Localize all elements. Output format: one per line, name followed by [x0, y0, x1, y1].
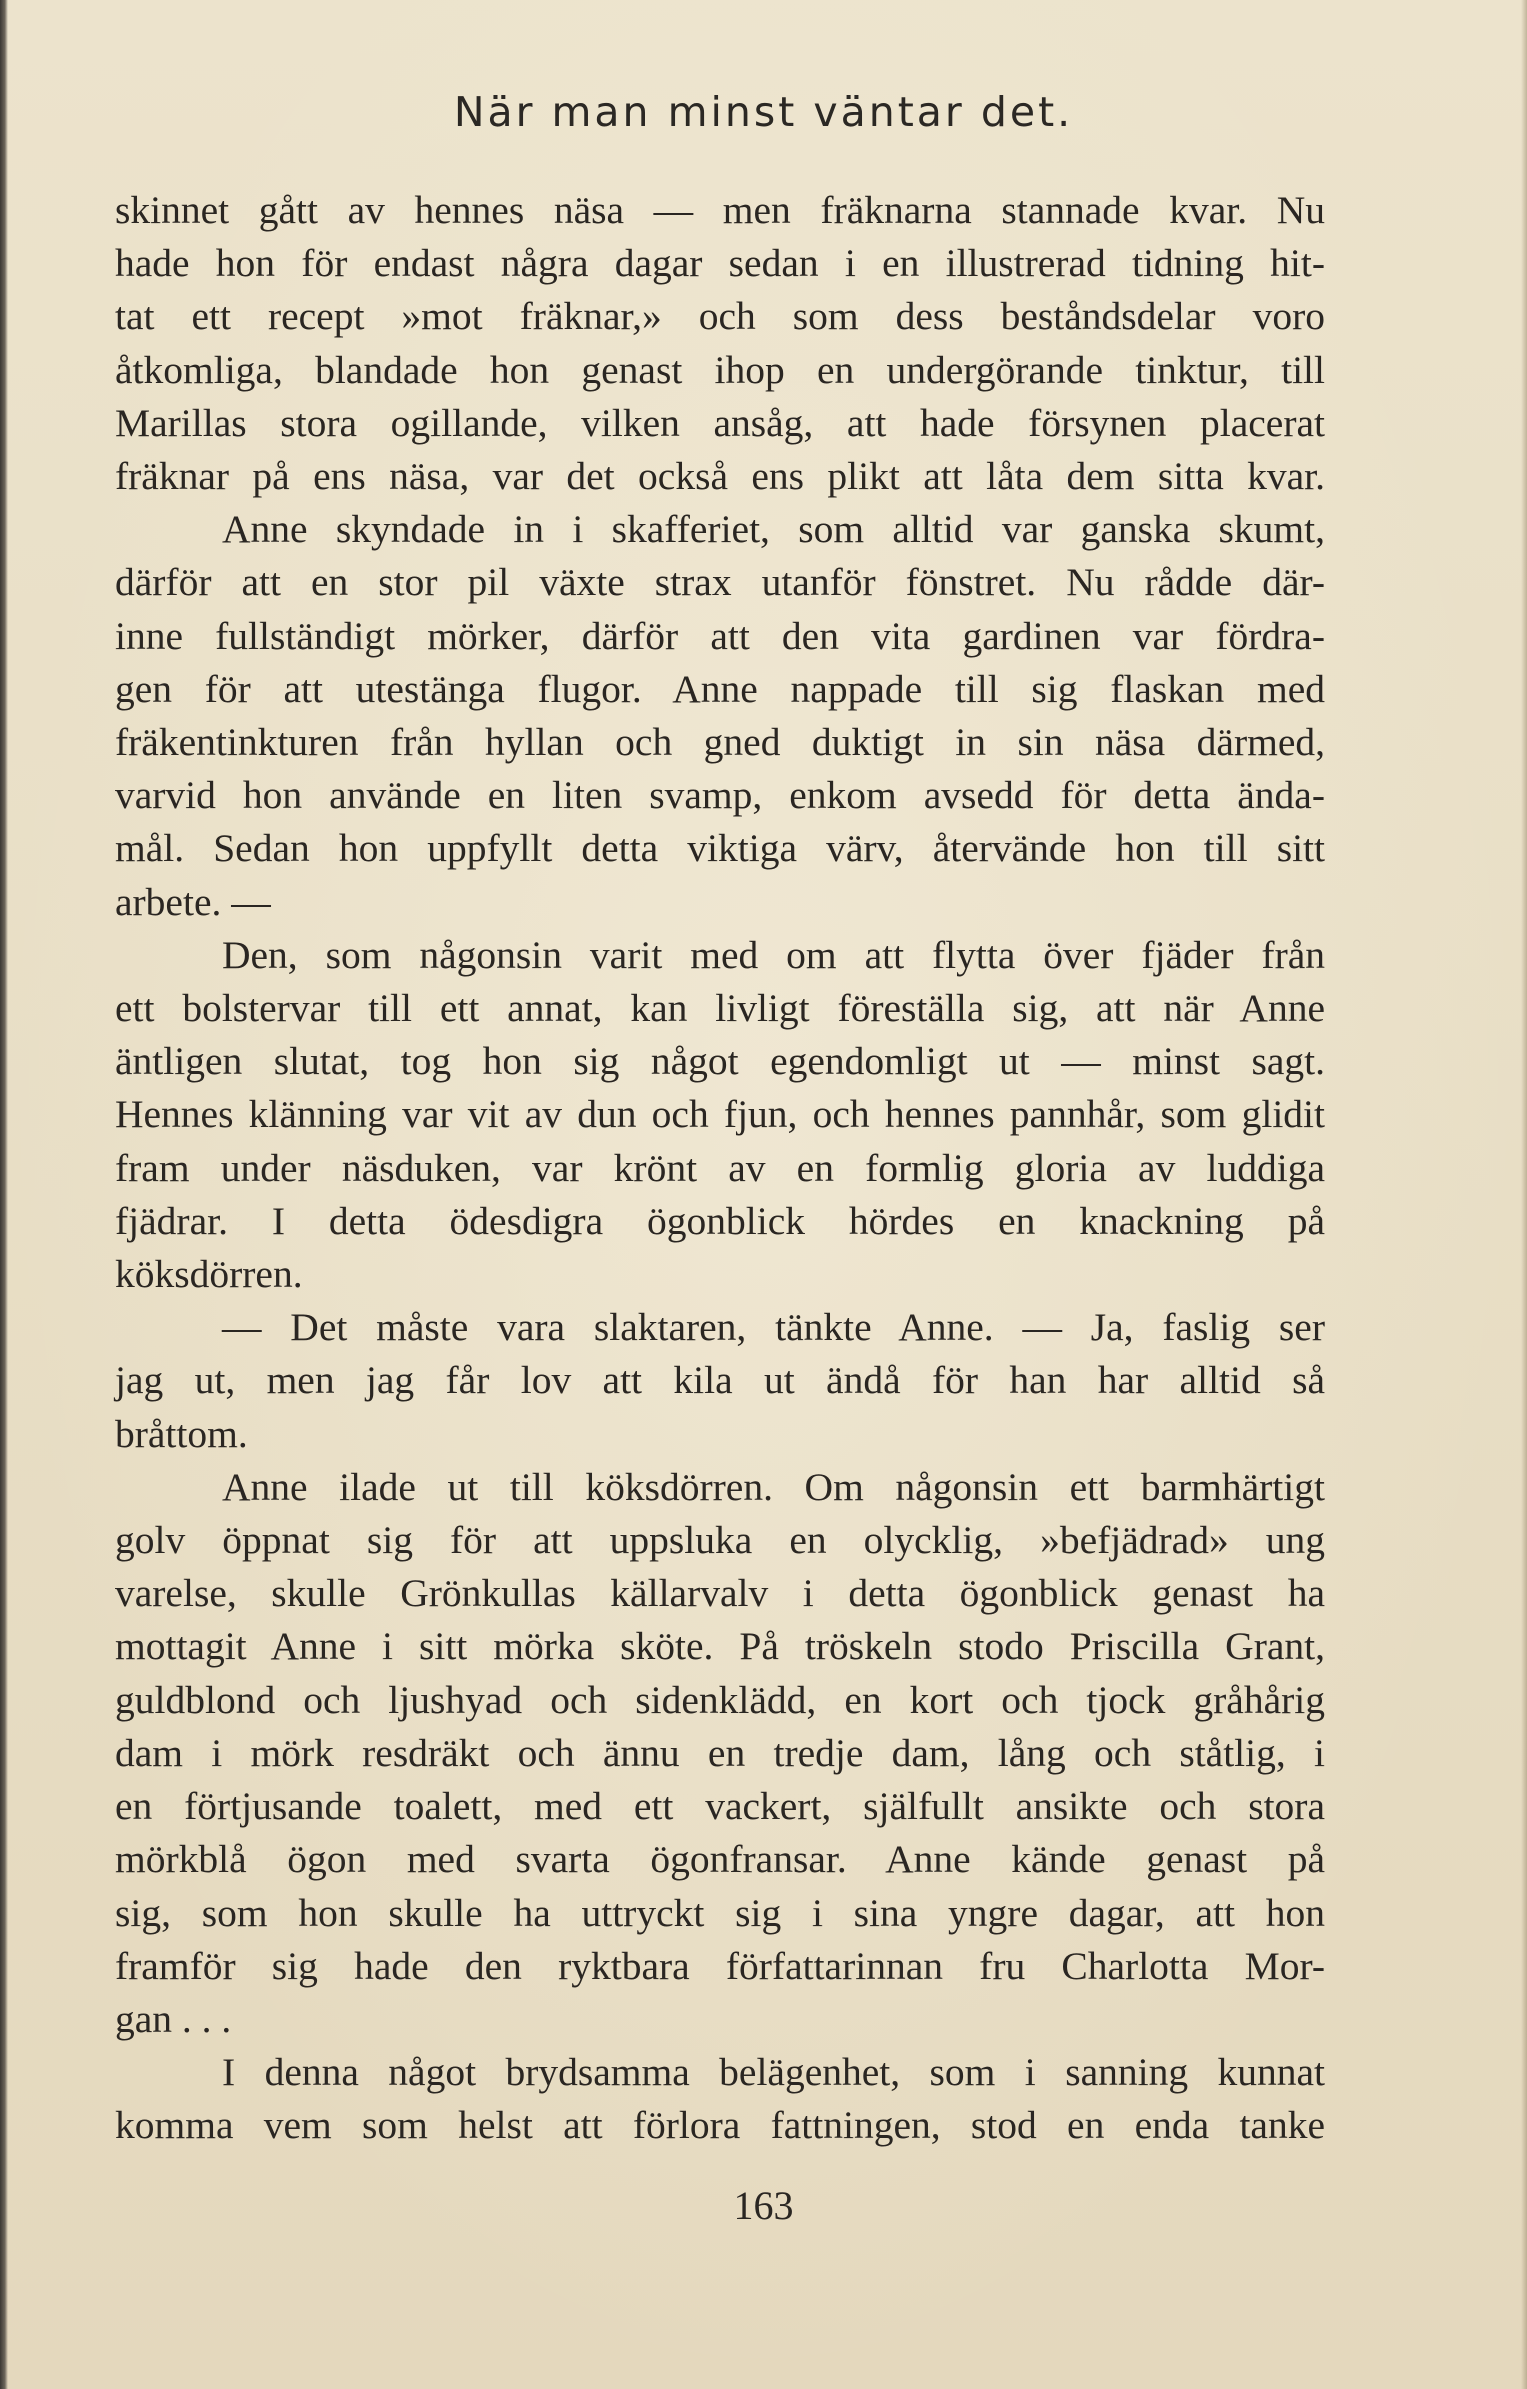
text-line: komma vem som helst att förlora fattningen, stod en enda tanke [115, 2103, 1325, 2148]
text-line: äntligen slutat, tog hon sig något egendomligt ut — minst sagt. [115, 1039, 1325, 1084]
text-line: bråttom. [115, 1411, 248, 1456]
text-line: hade hon för endast några dagar sedan i en illustrerad tidning hit- [115, 241, 1325, 286]
page-edge-shadow [1521, 0, 1527, 2389]
text-line: Hennes klänning var vit av dun och fjun, och hennes pannhår, som glidit [115, 1092, 1325, 1137]
page-binding-shadow [0, 0, 8, 2389]
text-line: därför att en stor pil växte strax utanför fönstret. Nu rådde där- [115, 560, 1325, 605]
text-line: mottagit Anne i sitt mörka sköte. På tröskeln stodo Priscilla Grant, [115, 1624, 1325, 1669]
text-line: Den, som någonsin varit med om att flytta över fjäder från [222, 932, 1325, 977]
text-line: Anne skyndade in i skafferiet, som alltid var ganska skumt, [222, 507, 1325, 552]
text-line: golv öppnat sig för att uppsluka en olycklig, »befjädrad» ung [115, 1518, 1325, 1563]
text-line: varvid hon använde en liten svamp, enkom avsedd för detta ända- [115, 773, 1325, 818]
text-line: gen för att utestänga flugor. Anne nappade till sig flaskan med [115, 666, 1325, 711]
text-line: fräkentinkturen från hyllan och gned duktigt in sin näsa därmed, [115, 720, 1325, 765]
text-line: Marillas stora ogillande, vilken ansåg, att hade försynen placerat [115, 400, 1325, 445]
text-line: guldblond och ljushyad och sidenklädd, en kort och tjock gråhårig [115, 1677, 1325, 1722]
text-line: mål. Sedan hon uppfyllt detta viktiga värv, återvände hon till sitt [115, 826, 1325, 871]
text-line: köksdörren. [115, 1252, 303, 1297]
text-line: en förtjusande toalett, med ett vackert, själfullt ansikte och stora [115, 1784, 1325, 1829]
text-line: varelse, skulle Grönkullas källarvalv i detta ögonblick genast ha [115, 1571, 1325, 1616]
text-line: ett bolstervar till ett annat, kan livligt föreställa sig, att när Anne [115, 986, 1325, 1031]
text-line: skinnet gått av hennes näsa — men fräknarna stannade kvar. Nu [115, 188, 1325, 232]
text-line: framför sig hade den ryktbara författarinnan fru Charlotta Mor- [115, 1943, 1325, 1988]
text-line: Anne ilade ut till köksdörren. Om någonsin ett barmhärtigt [222, 1464, 1325, 1509]
text-line: mörkblå ögon med svarta ögonfransar. Anne kände genast på [115, 1837, 1325, 1882]
text-line: fram under näsduken, var krönt av en formlig gloria av luddiga [115, 1145, 1325, 1190]
text-line: fräknar på ens näsa, var det också ens plikt att låta dem sitta kvar. [115, 454, 1325, 499]
text-line: dam i mörk resdräkt och ännu en tredje dam, lång och ståtlig, i [115, 1730, 1325, 1775]
text-line: sig, som hon skulle ha uttryckt sig i sina yngre dagar, att hon [115, 1890, 1325, 1935]
text-line: tat ett recept »mot fräknar,» och som dess beståndsdelar voro [115, 294, 1325, 339]
text-line: åtkomliga, blandade hon genast ihop en undergörande tinktur, till [115, 347, 1325, 392]
text-line: gan . . . [115, 1996, 232, 2041]
running-head: När man minst väntar det. [453, 88, 1074, 136]
text-line: jag ut, men jag får lov att kila ut ändå för han har alltid så [115, 1358, 1325, 1403]
text-line: inne fullständigt mörker, därför att den vita gardinen var fördra- [115, 613, 1325, 658]
text-line: fjädrar. I detta ödesdigra ögonblick hördes en knackning på [115, 1198, 1325, 1243]
body-text [115, 184, 1325, 2153]
text-line: arbete. — [115, 879, 271, 924]
page-number: 163 [733, 2183, 794, 2228]
text-line: — Det måste vara slaktaren, tänkte Anne. — Ja, faslig ser [222, 1305, 1325, 1350]
text-line: I denna något brydsamma belägenhet, som i sanning kunnat [222, 2050, 1325, 2095]
